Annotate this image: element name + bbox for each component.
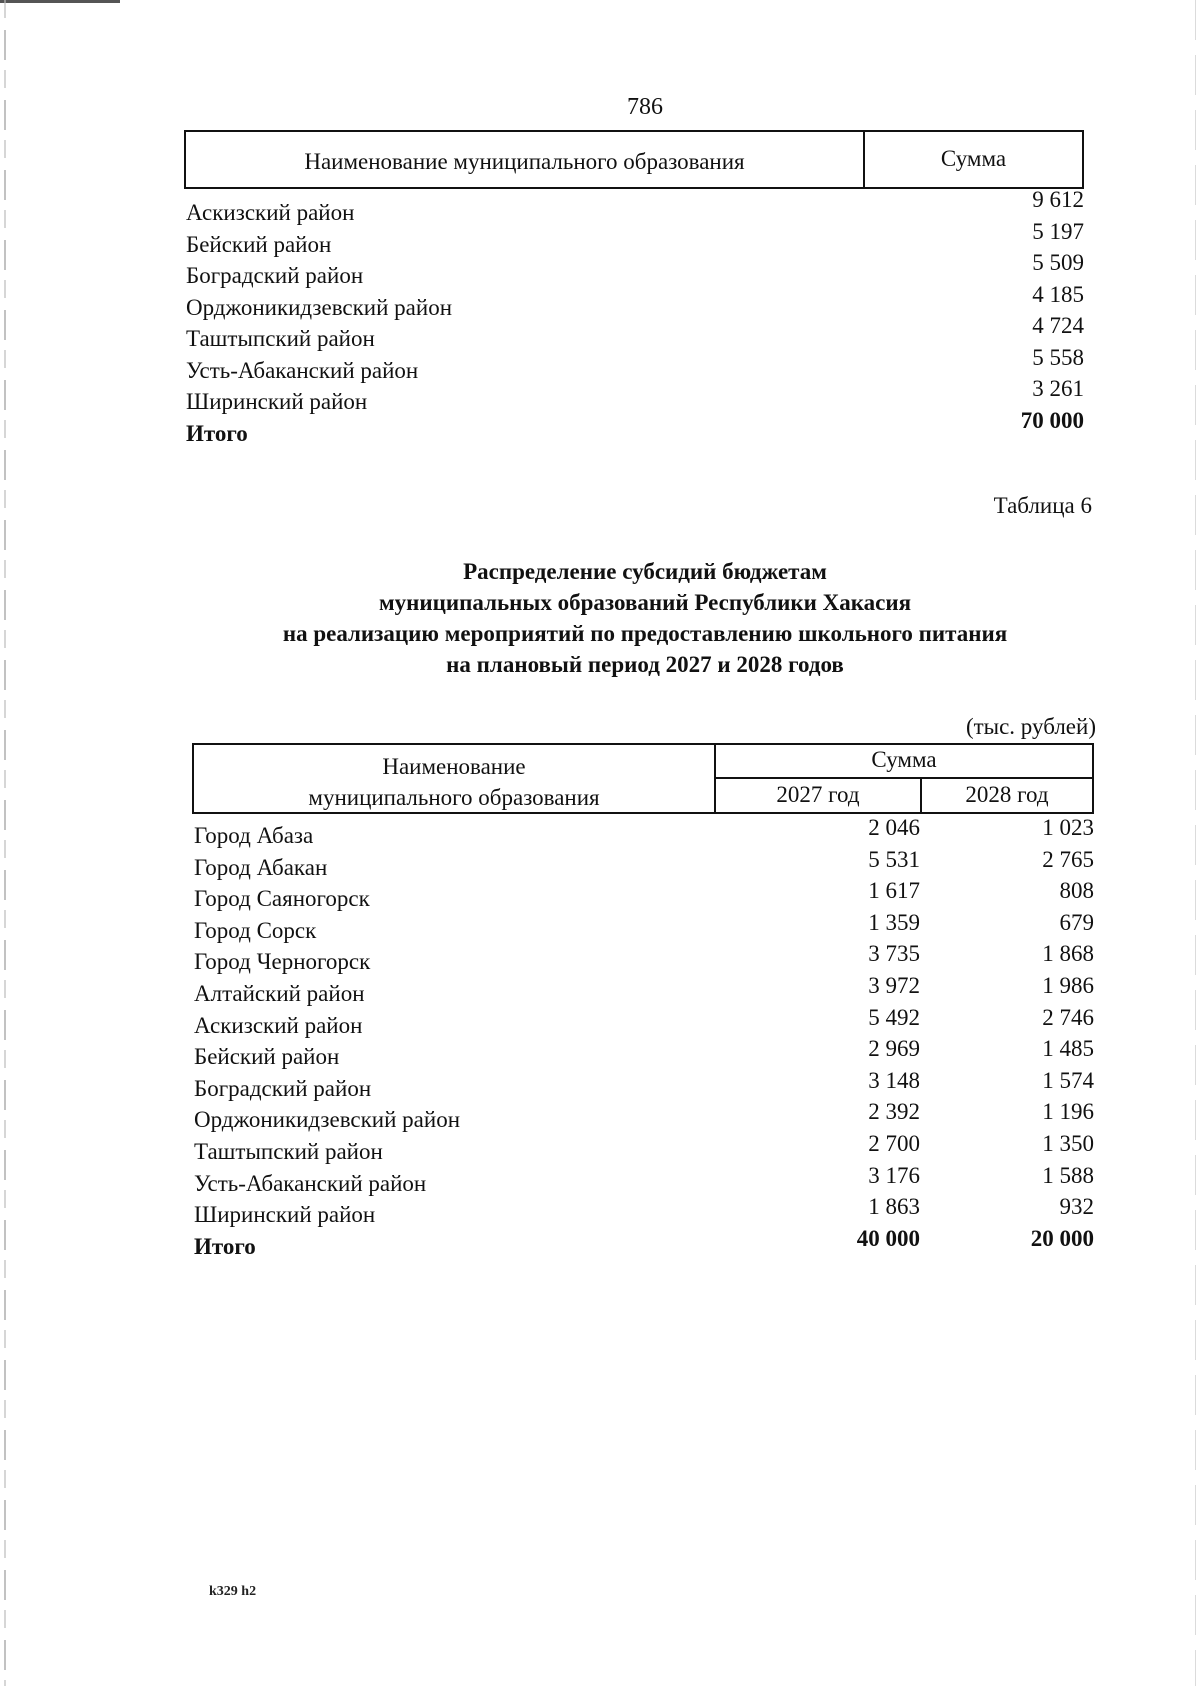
row-name: Город Саяногорск — [194, 886, 370, 912]
table-row — [194, 815, 1096, 850]
table1-header — [184, 130, 1084, 189]
title-line: муниципальных образований Республики Хакасия — [378, 590, 912, 615]
row-value-2028: 1 574 — [1042, 1067, 1094, 1093]
table-row — [186, 218, 1084, 260]
table-row — [194, 1067, 1096, 1103]
table-label: Таблица 6 — [993, 493, 1092, 518]
row-value: 5 197 — [1032, 218, 1084, 244]
row-name: Ширинский район — [194, 1202, 376, 1228]
total-label: Итого — [186, 420, 248, 446]
row-name: Город Черногорск — [194, 949, 371, 975]
table-row — [186, 281, 1084, 323]
row-name: Город Сорск — [194, 917, 317, 943]
table-row — [194, 1194, 1096, 1229]
table-row — [194, 1130, 1096, 1166]
table-row — [194, 909, 1096, 945]
table1-body — [186, 187, 1084, 448]
row-value: 3 261 — [1032, 376, 1084, 401]
row-name: Боградский район — [186, 263, 364, 288]
units-label: (тыс. рублей) — [965, 714, 1096, 739]
title-line: на плановый период 2027 и 2028 годов — [446, 652, 844, 677]
row-value-2027: 3 735 — [868, 941, 920, 967]
row-name: Таштыпский район — [186, 326, 375, 351]
row-value-2028: 932 — [1059, 1194, 1094, 1220]
row-name: Аскизский район — [194, 1012, 363, 1038]
row-value-2027: 2 700 — [868, 1130, 920, 1156]
row-value-2027: 2 046 — [868, 815, 920, 840]
title-line: Распределение субсидий бюджетам — [463, 559, 827, 584]
table2-header-2028: 2028 год — [965, 782, 1049, 807]
row-value-2027: 5 492 — [868, 1004, 920, 1030]
row-value-2027: 3 972 — [868, 972, 920, 998]
table1-header-name: Наименование муниципального образования — [186, 132, 865, 187]
title-line: на реализацию мероприятий по предоставлению школьного питания — [282, 621, 1008, 646]
total-label: Итого — [194, 1233, 256, 1259]
row-value: 5 509 — [1032, 250, 1084, 275]
page-number: 786 — [627, 94, 663, 120]
row-name: Усть-Абаканский район — [186, 357, 419, 383]
scan-edge-top — [0, 0, 120, 3]
table-row — [194, 972, 1096, 1008]
row-name: Орджоникидзевский район — [194, 1107, 461, 1133]
header-name-line: муниципального образования — [308, 785, 600, 810]
table-row — [186, 344, 1084, 386]
table2-header-2027: 2027 год — [716, 779, 922, 812]
row-name: Усть-Абаканский район — [194, 1170, 427, 1196]
table-total-row — [194, 1225, 1096, 1261]
table1-header-sum: Сумма — [940, 146, 1007, 171]
table-row — [194, 1099, 1096, 1134]
row-value-2027: 1 617 — [868, 878, 920, 904]
table-row — [186, 250, 1084, 291]
row-value-2028: 1 986 — [1042, 972, 1094, 998]
table-row — [194, 1004, 1096, 1040]
row-name: Аскизский район — [186, 200, 355, 225]
footer-code: k329 h2 — [209, 1584, 257, 1599]
table-title — [0, 556, 1200, 680]
header-name-line: Наименование — [382, 754, 526, 779]
table-row — [194, 1162, 1096, 1198]
row-value-2028: 2 765 — [1042, 846, 1094, 872]
row-name: Алтайский район — [194, 980, 365, 1006]
table2-header-name — [194, 745, 716, 812]
table-row — [186, 187, 1084, 228]
scan-edge-left — [4, 0, 6, 1686]
row-value-2027: 3 176 — [868, 1162, 920, 1188]
row-name: Таштыпский район — [194, 1138, 383, 1164]
row-value: 5 558 — [1032, 344, 1084, 370]
table2-header-sum: Сумма — [716, 745, 1092, 779]
row-value: 4 724 — [1032, 313, 1084, 338]
row-name: Город Абакан — [194, 854, 328, 880]
table2-body — [194, 815, 1096, 1260]
row-value: 9 612 — [1032, 187, 1084, 212]
row-value-2027: 3 148 — [868, 1067, 920, 1093]
row-name: Бейский район — [194, 1044, 340, 1070]
row-value-2028: 1 588 — [1042, 1162, 1094, 1188]
row-value-2027: 2 969 — [868, 1036, 920, 1062]
row-name: Боградский район — [194, 1075, 372, 1101]
table-row — [186, 376, 1084, 417]
table-row — [194, 941, 1096, 976]
table-total-row — [186, 407, 1084, 449]
row-value-2028: 2 746 — [1042, 1004, 1094, 1030]
row-name: Ширинский район — [186, 389, 368, 414]
total-value: 70 000 — [1020, 407, 1084, 433]
table-row — [194, 878, 1096, 913]
total-value-2027: 40 000 — [856, 1225, 920, 1251]
table-row — [186, 313, 1084, 354]
row-name: Орджоникидзевский район — [186, 294, 453, 320]
row-value-2028: 1 485 — [1042, 1036, 1094, 1062]
row-name: Бейский район — [186, 231, 332, 257]
table-row — [194, 1036, 1096, 1071]
row-value-2028: 1 196 — [1042, 1099, 1094, 1125]
row-value-2028: 1 023 — [1042, 815, 1094, 840]
row-value-2028: 1 350 — [1042, 1130, 1094, 1156]
row-value-2027: 1 359 — [868, 909, 920, 935]
row-value-2027: 2 392 — [868, 1099, 920, 1125]
row-value-2028: 808 — [1059, 878, 1094, 904]
row-name: Город Абаза — [194, 823, 314, 848]
row-value-2027: 1 863 — [868, 1194, 920, 1220]
scan-edge-right — [1195, 0, 1196, 1686]
table2-header — [192, 743, 1094, 814]
table-row — [194, 846, 1096, 882]
total-value-2028: 20 000 — [1030, 1225, 1094, 1251]
row-value-2027: 5 531 — [868, 846, 920, 872]
row-value-2028: 1 868 — [1042, 941, 1094, 967]
row-value-2028: 679 — [1059, 909, 1094, 935]
row-value: 4 185 — [1032, 281, 1084, 307]
